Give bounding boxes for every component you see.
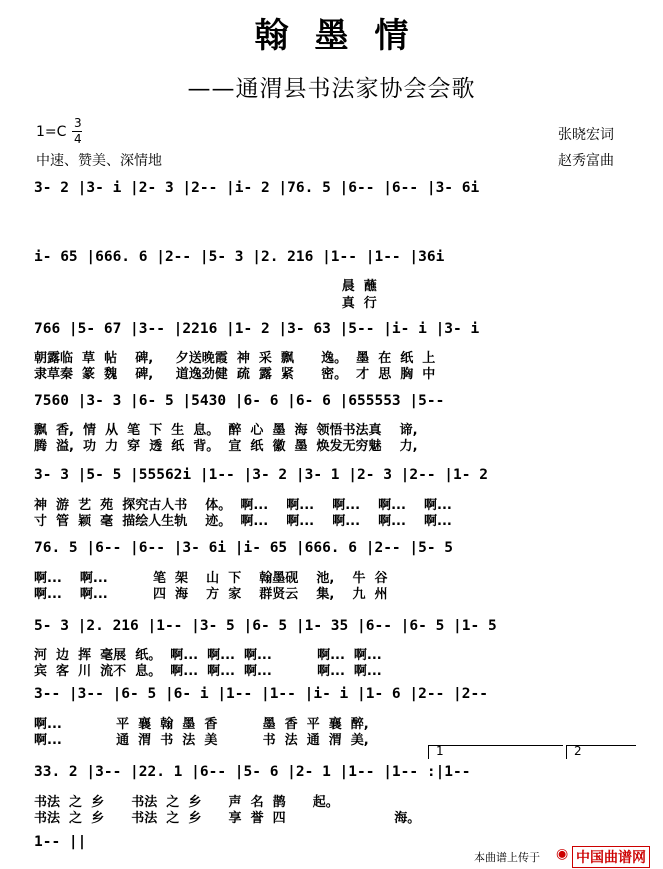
lyric-line-verse-1: 书法 之 乡 书法 之 乡 声 名 鹊 起。 (34, 795, 339, 810)
time-signature-top: 3 (74, 116, 82, 130)
lyric-line-verse-2: 寸 管 颖 毫 描绘人生轨 迹。 啊... 啊... 啊... 啊... 啊... (34, 514, 452, 529)
lyric-line-verse-1: 朝露临 草 帖 碑, 夕送晚霞 神 采 飘 逸。 墨 在 纸 上 (34, 351, 436, 366)
lyric-line-verse-1: 飘 香, 情 从 笔 下 生 息。 醉 心 墨 海 领悟书法真 谛, (34, 423, 418, 438)
lyric-line-verse-1: 啊... 啊... 笔 架 山 下 翰墨砚 池, 牛 谷 (34, 571, 388, 586)
notation-line: i- 65 |666. 6 |2-- |5- 3 |2. 216 |1-- |1-- |36i (34, 249, 445, 265)
lyric-line-verse-2: 书法 之 乡 书法 之 乡 享 誉 四 海。 (34, 811, 421, 826)
song-title: 翰墨情 (254, 16, 435, 56)
notation-line: 1-- || (34, 834, 87, 850)
lyric-line-verse-2: 真 行 (34, 296, 377, 311)
lyric-line-verse-2: 隶草秦 篆 魏 碑, 道逸劲健 疏 露 紧 密。 才 思 胸 中 (34, 367, 436, 382)
notation-line: 766 |5- 67 |3-- |2216 |1- 2 |3- 63 |5-- |i- i |3- i (34, 321, 480, 337)
volta-1-bracket-edge (428, 745, 429, 759)
tempo-marking: 中速、赞美、深情地 (36, 153, 162, 169)
notation-line: 3- 2 |3- i |2- 3 |2-- |i- 2 |76. 5 |6-- |6-- |3- 6i (34, 180, 480, 196)
composer-credit: 赵秀富曲 (558, 153, 614, 169)
notation-line: 3-- |3-- |6- 5 |6- i |1-- |1-- |i- i |1- 6 |2-- |2-- (34, 686, 488, 702)
volta-2-number: 2 (574, 744, 582, 758)
lyric-line-verse-2: 啊... 通 渭 书 法 美 书 法 通 渭 美, (34, 733, 369, 748)
notation-line: 7560 |3- 3 |6- 5 |5430 |6- 6 |6- 6 |655553 |5-- (34, 393, 445, 409)
upload-note: 本曲谱上传于 (474, 851, 540, 864)
key-signature: 1=C (36, 124, 67, 140)
lyric-line-verse-1: 晨 蘸 (34, 279, 377, 294)
site-logo-icon: ◉ (556, 846, 569, 862)
notation-line: 76. 5 |6-- |6-- |3- 6i |i- 65 |666. 6 |2-- |5- 5 (34, 540, 454, 556)
lyric-line-verse-2: 宾 客 川 流不 息。 啊... 啊... 啊... 啊... 啊... (34, 664, 382, 679)
lyricist-credit: 张晓宏词 (558, 127, 614, 143)
notation-line: 3- 3 |5- 5 |55562i |1-- |3- 2 |3- 1 |2- 3 |2-- |1- 2 (34, 467, 488, 483)
time-signature-bottom: 4 (74, 132, 82, 146)
lyric-line-verse-2: 啊... 啊... 四 海 方 家 群贤云 集, 九 州 (34, 587, 388, 602)
volta-1-number: 1 (436, 744, 444, 758)
lyric-line-verse-1: 神 游 艺 苑 探究古人书 体。 啊... 啊... 啊... 啊... 啊... (34, 498, 452, 513)
volta-2-bracket-edge (566, 745, 567, 759)
volta-1-bracket (428, 745, 563, 746)
notation-line: 33. 2 |3-- |22. 1 |6-- |5- 6 |2- 1 |1-- |1-- :|1-- (34, 764, 471, 780)
lyric-line-verse-1: 河 边 挥 毫展 纸。 啊... 啊... 啊... 啊... 啊... (34, 648, 382, 663)
notation-line: 5- 3 |2. 216 |1-- |3- 5 |6- 5 |1- 35 |6-- |6- 5 |1- 5 (34, 618, 497, 634)
song-subtitle: ——通渭县书法家协会会歌 (187, 76, 476, 102)
lyric-line-verse-1: 啊... 平 襄 翰 墨 香 墨 香 平 襄 醉, (34, 717, 369, 732)
lyric-line-verse-2: 腾 溢, 功 力 穿 透 纸 背。 宣 纸 徽 墨 焕发无穷魅 力, (34, 439, 418, 454)
site-logo-text: 中国曲谱网 (572, 846, 650, 868)
